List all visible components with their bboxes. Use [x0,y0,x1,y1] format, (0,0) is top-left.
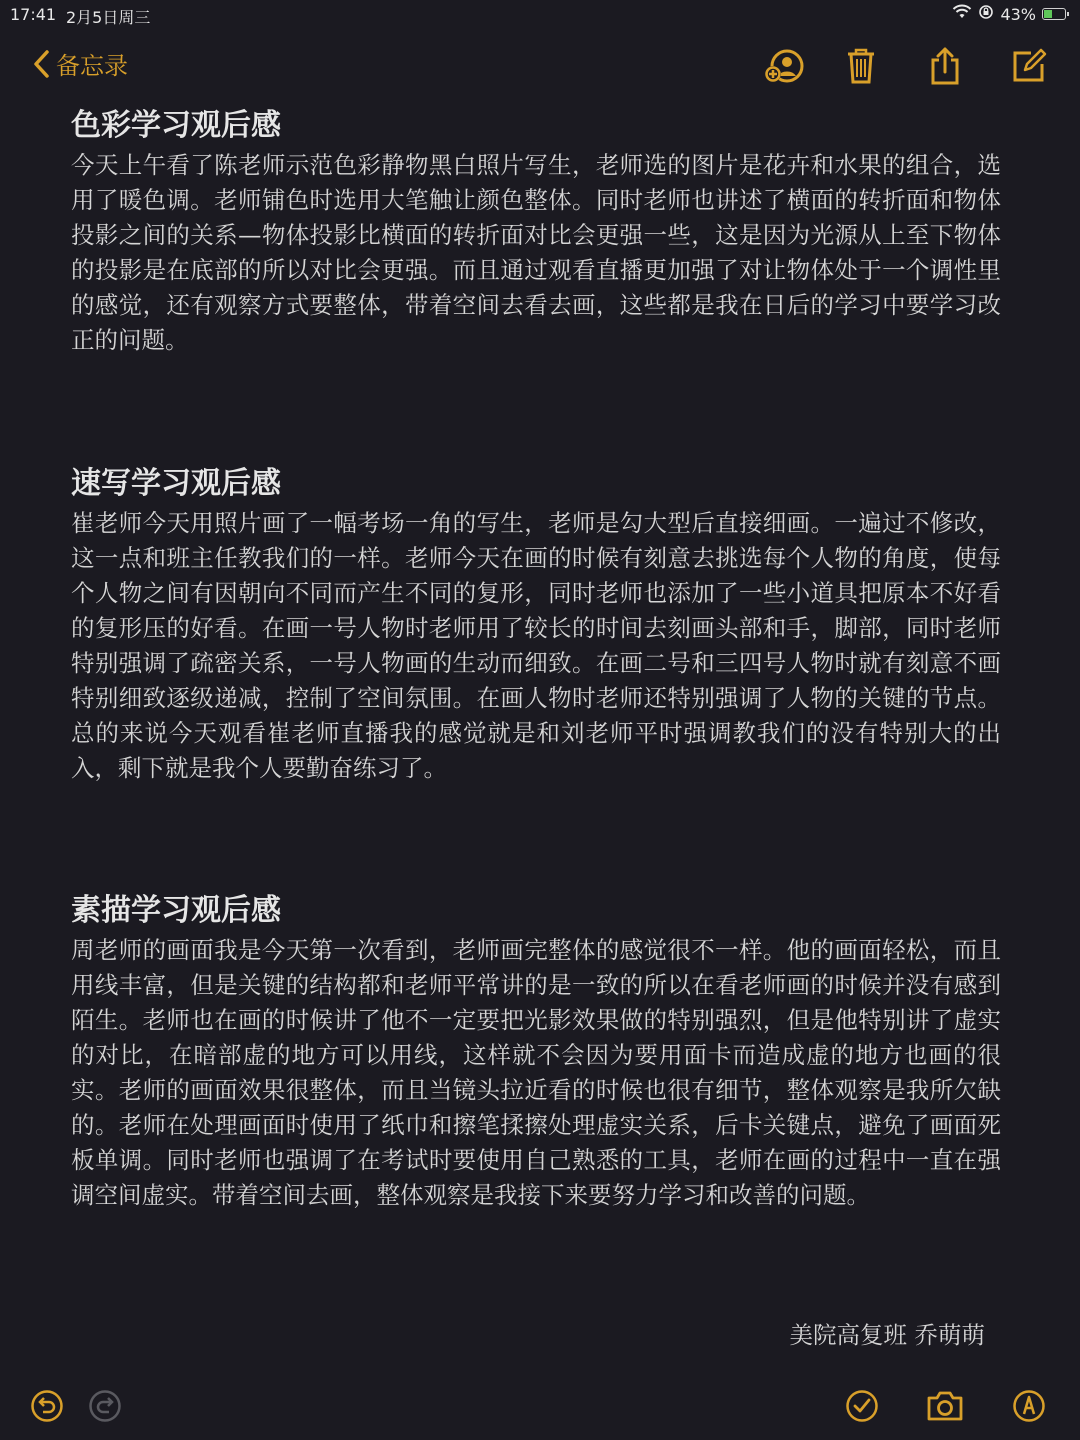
checklist-icon[interactable] [842,1386,882,1426]
section-title: 色彩学习观后感 [71,108,281,143]
section-title: 素描学习观后感 [71,893,281,928]
battery-icon [1042,8,1066,20]
section-body: 今天上午看了陈老师示范色彩静物黑白照片写生，老师选的图片是花卉和水果的组合，选用了暖色调。老师铺色时选用大笔触让颜色整体。同时老师也讲述了横面的转折面和物体投影之间的关系—物体投影比横面的转折面对比会更强一些，这是因为光源从上至下物体的投影是在底部的所以对比会更强。而且通过观看直播更加强了对让物体处于一个调性里的感觉，还有观察方式要整体，带着空间去看去画，这些都是我在日后的学习中要学习改正的问题。 [71,151,1001,354]
back-button[interactable] [32,46,128,81]
undo-icon[interactable] [27,1386,67,1426]
nav-bar [0,38,1080,94]
note-section [71,889,1001,1213]
camera-icon[interactable] [925,1386,965,1426]
status-indicators [952,4,1066,24]
section-title: 速写学习观后感 [71,466,281,501]
battery-fill [1044,10,1052,18]
note-section [71,462,1001,786]
orientation-lock-icon [978,4,994,24]
note-section [71,104,1001,358]
status-bar [0,0,1080,30]
trash-icon[interactable] [839,44,883,88]
status-date: 2月5日周三 [66,8,151,27]
wifi-icon [952,4,972,24]
share-person-icon[interactable] [762,44,806,88]
bottom-toolbar [0,1380,1080,1430]
battery-percent: 43% [1000,4,1036,24]
section-body: 周老师的画面我是今天第一次看到，老师画完整体的感觉很不一样。他的画面轻松，而且用线丰富，但是关键的结构都和老师平常讲的是一致的所以在看老师画的时候并没有感到陌生。老师也在画的时候讲了他不一定要把光影效果做的特别强烈，但是他特别讲了虚实的对比，在暗部虚的地方可以用线，这样就不会因为要用面卡而造成虚的地方也画的很实。老师的画面效果很整体，而且当镜头拉近看的时候也很有细节，整体观察是我所欠缺的。老师在处理画面时使用了纸巾和擦笔揉擦处理虚实关系，后卡关键点，避免了画面死板单调。同时老师也强调了在考试时要使用自己熟悉的工具，老师在画的过程中一直在强调空间虚实。带着空间去画，整体观察是我接下来要努力学习和改善的问题。 [71,936,1001,1209]
markup-icon[interactable] [1009,1386,1049,1426]
back-button-label: 备忘录 [56,52,128,80]
chevron-left-icon [32,49,50,79]
section-body: 崔老师今天用照片画了一幅考场一角的写生，老师是勾大型后直接细画。一遍过不修改，这一点和班主任教我们的一样。老师今天在画的时候有刻意去挑选每个人物的角度，使每个人物之间有因朝向不同而产生不同的复形，同时老师也添加了一些小道具把原本不好看的复形压的好看。在画一号人物时老师用了较长的时间去刻画头部和手，脚部，同时老师特别强调了疏密关系，一号人物画的生动而细致。在画二号和三四号人物时就有刻意不画特别细致逐级递减，控制了空间氛围。在画人物时老师还特别强调了人物的关键的节点。总的来说今天观看崔老师直播我的感觉就是和刘老师平时强调教我们的没有特别大的出入，剩下就是我个人要勤奋练习了。 [71,509,1001,782]
status-time: 17:41 [10,5,57,24]
signature: 美院高复班 乔萌萌 [789,1321,985,1349]
share-icon[interactable] [923,44,967,88]
redo-icon[interactable] [85,1386,125,1426]
compose-icon[interactable] [1007,44,1051,88]
